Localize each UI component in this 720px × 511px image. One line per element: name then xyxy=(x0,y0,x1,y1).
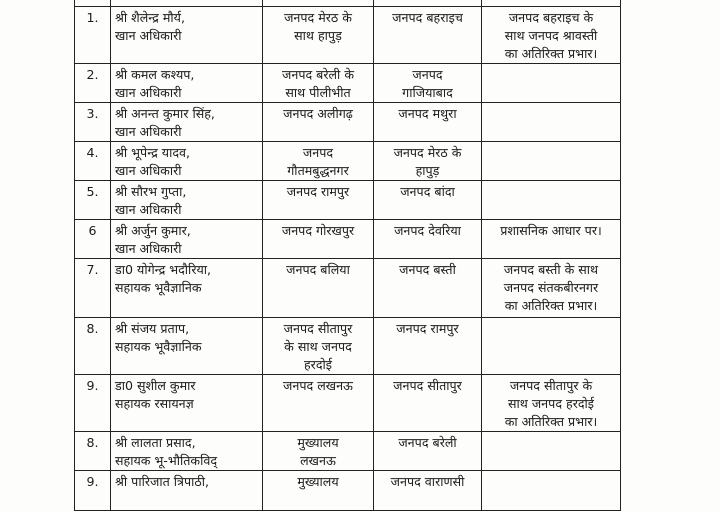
cell-text-line: जनपद देवरिया xyxy=(394,223,461,238)
serial-number-cell: 5. xyxy=(75,181,111,220)
cell-text-line: जनपद बांदा xyxy=(400,184,455,199)
serial-number-cell: 8. xyxy=(75,432,111,471)
cell-text-line: प्रशासनिक आधार पर। xyxy=(500,223,602,238)
cell-text-line: जनपद xyxy=(412,67,443,82)
cell-text-line: सहायक भू-भौतिकविद् xyxy=(115,453,218,468)
table-row xyxy=(75,471,621,511)
table-row xyxy=(75,7,621,64)
new-posting-cell xyxy=(374,220,482,259)
cell-text-line: श्री संजय प्रताप, xyxy=(115,321,190,336)
table-row xyxy=(75,318,621,375)
cell-text-line: श्री सौरभ गुप्ता, xyxy=(115,184,187,199)
cell-text-line: खान अधिकारी xyxy=(115,202,182,217)
remarks-cell xyxy=(482,259,621,318)
current-posting-cell xyxy=(263,259,374,318)
cell-text-line: का अतिरिक्त प्रभार। xyxy=(504,414,598,429)
table-row xyxy=(75,432,621,471)
remarks-cell xyxy=(482,220,621,259)
cell-text-line: का अतिरिक्त प्रभार। xyxy=(504,46,598,61)
table-body xyxy=(75,0,621,511)
serial-number-cell: 3. xyxy=(75,103,111,142)
remarks-cell xyxy=(482,432,621,471)
cell-text-line: साथ जनपद हरदोई xyxy=(508,396,594,411)
cell-text-line: खान अधिकारी xyxy=(115,85,182,100)
cell-text-line: जनपद संतकबीरनगर xyxy=(503,280,599,295)
officer-name-cell xyxy=(111,103,263,142)
cell-text-line: लखनऊ xyxy=(300,453,336,468)
current-posting-cell xyxy=(263,103,374,142)
table-row xyxy=(75,375,621,432)
cell-text-line: खान अधिकारी xyxy=(115,163,182,178)
cell-text-line: हरदोई xyxy=(304,357,332,372)
transfer-table xyxy=(74,0,621,511)
cell-text-line: श्री लालता प्रसाद, xyxy=(115,435,196,450)
serial-number-cell: 1. xyxy=(75,7,111,64)
table-row xyxy=(75,181,621,220)
cell-text-line: जनपद अलीगढ़ xyxy=(283,106,353,121)
cell-text-line: जनपद सीतापुर के xyxy=(509,378,593,393)
officer-name-cell xyxy=(111,471,263,511)
serial-number-cell: 9. xyxy=(75,375,111,432)
cell-text-line: श्री शैलेन्द्र मौर्य, xyxy=(115,10,185,25)
officer-name-cell xyxy=(111,375,263,432)
cell-text-line: जनपद xyxy=(302,145,334,160)
new-posting-cell xyxy=(374,103,482,142)
new-posting-cell xyxy=(374,375,482,432)
cell-text-line: डा0 सुशील कुमार xyxy=(115,378,196,393)
officer-name-cell xyxy=(111,432,263,471)
cell-text-line: मुख्यालय xyxy=(297,435,339,450)
new-posting-cell xyxy=(374,7,482,64)
cell-text-line: जनपद मथुरा xyxy=(398,106,457,121)
current-posting-cell xyxy=(263,181,374,220)
cell-text-line: गाजियाबाद xyxy=(402,85,453,100)
officer-name-cell xyxy=(111,142,263,181)
cell-text-line: श्री पारिजात त्रिपाठी, xyxy=(115,474,210,489)
cell-text-line: जनपद बहराइच के xyxy=(508,10,594,25)
remarks-cell xyxy=(482,181,621,220)
cell-text-line: खान अधिकारी xyxy=(115,124,182,139)
cell-text-line: जनपद बलिया xyxy=(286,262,350,277)
current-posting-cell xyxy=(263,318,374,375)
table-row xyxy=(75,142,621,181)
officer-name-cell xyxy=(111,64,263,103)
cell-text-line: का अतिरिक्त प्रभार। xyxy=(504,298,598,313)
new-posting-cell xyxy=(374,181,482,220)
cell-text-line: श्री भूपेन्द्र यादव, xyxy=(115,145,191,160)
new-posting-cell xyxy=(374,471,482,511)
cell-text-line: साथ हापुड़ xyxy=(294,28,342,43)
table-row xyxy=(75,220,621,259)
new-posting-cell xyxy=(374,318,482,375)
cell-text-line: श्री अर्जुन कुमार, xyxy=(115,223,191,238)
current-posting-cell xyxy=(263,142,374,181)
new-posting-cell xyxy=(374,432,482,471)
cell-text-line: जनपद वाराणसी xyxy=(390,474,465,489)
serial-number-cell: 4. xyxy=(75,142,111,181)
officer-name-cell xyxy=(111,181,263,220)
officer-name-cell xyxy=(111,259,263,318)
cell-text-line: जनपद बहराइच xyxy=(392,10,463,25)
officer-name-cell xyxy=(111,7,263,64)
cell-text-line: जनपद गोरखपुर xyxy=(281,223,355,238)
cell-text-line: श्री कमल कश्यप, xyxy=(115,67,195,82)
cell-text-line: जनपद सीतापुर xyxy=(393,378,462,393)
remarks-cell xyxy=(482,318,621,375)
cell-text-line: डा0 योगेन्द्र भदौरिया, xyxy=(115,262,212,277)
remarks-cell xyxy=(482,7,621,64)
current-posting-cell xyxy=(263,64,374,103)
remarks-cell xyxy=(482,103,621,142)
table-row xyxy=(75,64,621,103)
cell-text-line: श्री अनन्त कुमार सिंह, xyxy=(115,106,215,121)
cell-text-line: गौतमबुद्धनगर xyxy=(287,163,349,178)
cell-text-line: खान अधिकारी xyxy=(115,28,182,43)
cell-text-line: जनपद रामपुर xyxy=(396,321,459,336)
new-posting-cell xyxy=(374,142,482,181)
cell-text-line: सहायक रसायनज्ञ xyxy=(115,396,194,411)
table-row xyxy=(75,259,621,318)
current-posting-cell xyxy=(263,7,374,64)
cell-text-line: खान अधिकारी xyxy=(115,241,182,256)
remarks-cell xyxy=(482,64,621,103)
officer-name-cell xyxy=(111,220,263,259)
serial-number-cell: 7. xyxy=(75,259,111,318)
current-posting-cell xyxy=(263,432,374,471)
remarks-cell xyxy=(482,471,621,511)
cell-text-line: मुख्यालय xyxy=(297,474,339,489)
serial-number-cell: 8. xyxy=(75,318,111,375)
new-posting-cell xyxy=(374,259,482,318)
current-posting-cell xyxy=(263,375,374,432)
cell-text-line: जनपद बस्ती के साथ xyxy=(503,262,599,277)
remarks-cell xyxy=(482,375,621,432)
cell-text-line: सहायक भूवैज्ञानिक xyxy=(115,280,202,295)
cell-text-line: जनपद बस्ती xyxy=(399,262,456,277)
cell-text-line: जनपद रामपुर xyxy=(286,184,350,199)
current-posting-cell xyxy=(263,220,374,259)
cell-text-line: जनपद बरेली के xyxy=(282,67,354,82)
serial-number-cell: 6 xyxy=(75,220,111,259)
cell-text-line: जनपद लखनऊ xyxy=(283,378,353,393)
cell-text-line: जनपद सीतापुर xyxy=(283,321,353,336)
remarks-cell xyxy=(482,142,621,181)
cell-text-line: साथ जनपद श्रावस्ती xyxy=(504,28,598,43)
new-posting-cell xyxy=(374,64,482,103)
cell-text-line: जनपद मेरठ के xyxy=(284,10,352,25)
cell-text-line: साथ पीलीभीत xyxy=(285,85,351,100)
current-posting-cell xyxy=(263,471,374,511)
cell-text-line: जनपद मेरठ के xyxy=(393,145,462,160)
table-row xyxy=(75,103,621,142)
cell-text-line: के साथ जनपद xyxy=(284,339,352,354)
serial-number-cell: 2. xyxy=(75,64,111,103)
serial-number-cell: 9. xyxy=(75,471,111,511)
cell-text-line: जनपद बरेली xyxy=(398,435,457,450)
cell-text-line: सहायक भूवैज्ञानिक xyxy=(115,339,202,354)
cell-text-line: हापुड़ xyxy=(415,163,440,178)
officer-name-cell xyxy=(111,318,263,375)
